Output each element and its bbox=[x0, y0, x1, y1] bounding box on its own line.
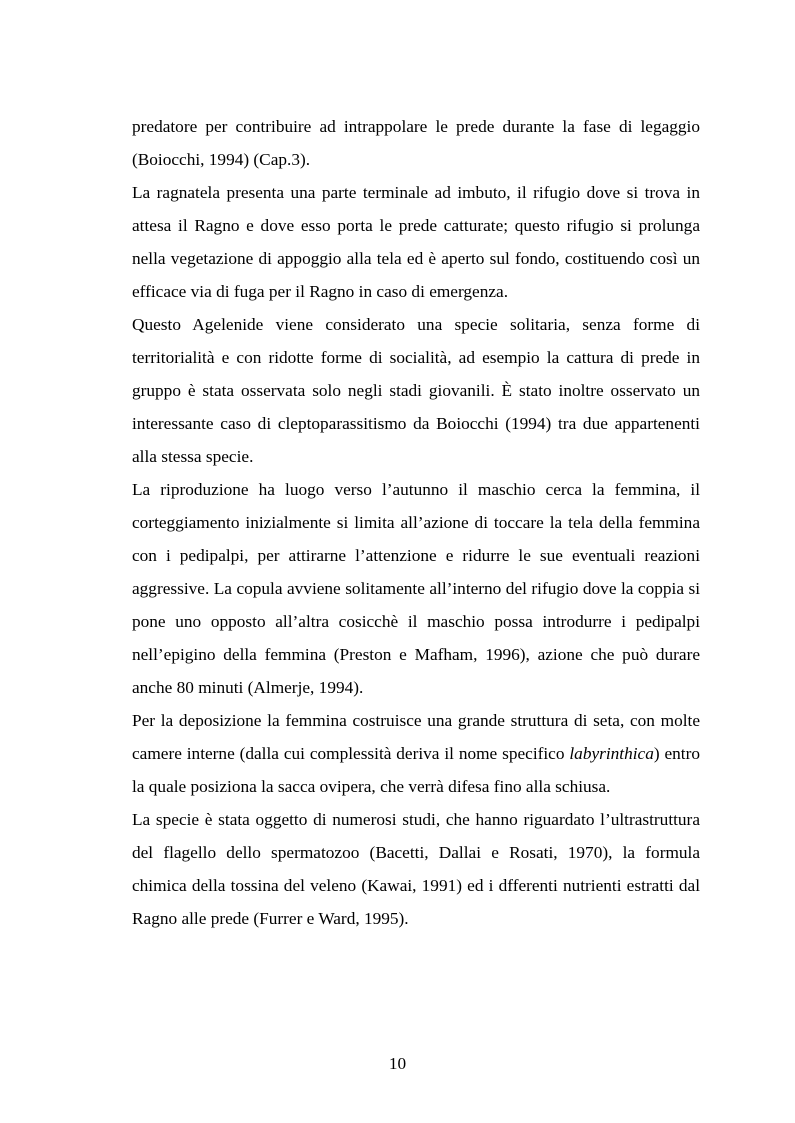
page-number: 10 bbox=[388, 1054, 407, 1073]
paragraph-web-structure: La ragnatela presenta una parte terminale ad imbuto, il rifugio dove si trova in attesa il Ragno e dove esso porta le prede catturate; questo rifugio si prolunga nella vegetazione di appoggio alla tela ed è aperto sul fondo, costituendo così un efficace via di fuga per il Ragno in caso di emergenza. bbox=[132, 183, 700, 301]
egg-deposition-text-end: ) entro la quale posiziona la sacca ovipera, che verrà difesa fino alla schiusa. bbox=[132, 744, 701, 796]
species-epithet: labyrinthica bbox=[569, 744, 654, 763]
paragraph-reproduction: La riproduzione ha luogo verso l’autunno il maschio cerca la femmina, il corteggiamento inizialmente si limita all’azione di toccare la tela della femmina con i pedipalpi, per attirarne l’attenzione e ridurre le sue eventuali reazioni aggressive. La copula avviene solitamente all’interno del rifugio dove la coppia si pone uno opposto all’altra cosicchè il maschio possa introdurre i pedipalpi nell’epigino della femmina (Preston e Mafham, 1996), azione che può durare anche 80 minuti (Almerje, 1994). bbox=[132, 480, 700, 697]
paragraph-studies: La specie è stata oggetto di numerosi studi, che hanno riguardato l’ultrastruttura del flagello dello spermatozoo (Bacetti, Dallai e Rosati, 1970), la formula chimica della tossina del veleno (Kawai, 1991) ed i dfferenti nutrienti estratti dal Ragno alle prede (Furrer e Ward, 1995). bbox=[132, 810, 700, 928]
paragraph-egg-deposition bbox=[132, 704, 700, 803]
page-body bbox=[132, 110, 700, 935]
paragraph-social-behaviour: Questo Agelenide viene considerato una specie solitaria, senza forme di territorialità e con ridotte forme di socialità, ad esempio la cattura di prede in gruppo è stata osservata solo negli stadi giovanili. È stato inoltre osservato un interessante caso di cleptoparassitismo da Boiocchi (1994) tra due appartenenti alla stessa specie. bbox=[132, 315, 700, 466]
egg-deposition-text-start: Per la deposizione la femmina costruisce una grande struttura di seta, con molte camere interne (dalla cui complessità deriva il nome specifico bbox=[132, 711, 700, 763]
paragraph-continuation: predatore per contribuire ad intrappolare le prede durante la fase di legaggio (Boiocchi, 1994) (Cap.3). bbox=[132, 117, 700, 169]
